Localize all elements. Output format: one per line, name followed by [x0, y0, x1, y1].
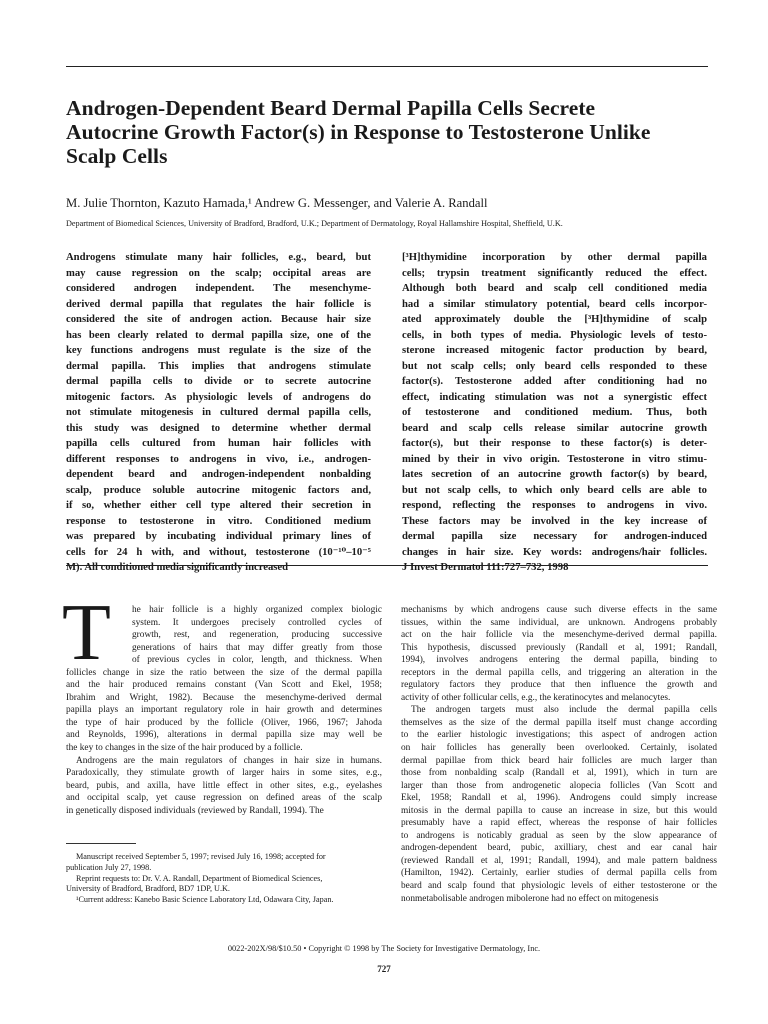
text-line: of previous cycles in color, length, and thickness. When — [132, 655, 382, 666]
text-line: [³H]thymidine incorporation by other dermal papilla — [402, 252, 707, 263]
text-line: regulatory factors they produce that then influence the growth and — [401, 680, 717, 691]
body-right-column — [401, 604, 717, 905]
text-line: generations of hairs that may differ greatly from those — [132, 642, 382, 653]
footnote-rule — [66, 843, 136, 844]
text-line: papilla cells cultured from human hair follicles with — [66, 438, 371, 449]
text-line: larger than those from androgenetic alopecia follicles (Van Scott and — [401, 780, 717, 791]
abstract-left-column — [66, 250, 371, 576]
text-line: mitosis in the dermal papilla to cause an increase in size, but this would — [401, 805, 717, 816]
text-line: follicles change in size the ratio between the size of the dermal papilla — [66, 667, 382, 678]
text-line: the type of hair produced by the follicle (Oliver, 1966, 1967; Jahoda — [66, 717, 382, 728]
text-line: Manuscript received September 5, 1997; revised July 16, 1998; accepted for — [76, 852, 326, 861]
text-line: beard and scalp found that physiologic levels of either testosterone or the — [401, 881, 717, 892]
text-line: activity of other follicular cells, e.g., the keratinocytes and melanocytes. — [401, 692, 671, 703]
text-line: publication July 27, 1998. — [66, 862, 152, 872]
text-line: factor(s), but their response to these factor(s) is deter- — [402, 438, 707, 449]
text-line: had a similar stimulatory potential, beard cells incorpor- — [402, 298, 707, 310]
text-line: presumably have a rapid effect, whereas the response of hair follicles — [401, 818, 717, 829]
text-line: cells; trypsin treatment significantly reduced the effect. — [402, 267, 707, 279]
text-line: key functions androgens must regulate is the size of the — [66, 345, 371, 356]
text-line: Ibrahim and Wright, 1982). Because the mesenchyme-derived dermal — [66, 692, 382, 703]
text-line: University of Bradford, Bradford, BD7 1DP, U.K. — [66, 884, 230, 894]
title-line: Androgen-Dependent Beard Dermal Papilla Cells Secrete — [66, 96, 596, 120]
text-line: effect, indicating stimulation was not a synergistic effect — [402, 391, 707, 403]
text-line: has been clearly related to dermal papilla size, one of the — [66, 329, 371, 341]
affiliations: Department of Biomedical Sciences, University of Bradford, Bradford, U.K.; Department of Dermatology, Royal Hallamshire Hospital, Sheffield, U.K. — [66, 219, 563, 228]
text-line: dermal papilla cells to divide or to secrete autocrine — [66, 376, 371, 387]
text-line: Androgens are the main regulators of changes in hair size in humans. — [76, 755, 382, 766]
text-line: if so, whether either cell type altered their secretion in — [66, 500, 371, 511]
top-rule — [66, 66, 708, 67]
text-line: of testosterone and conditioned medium. Thus, both — [402, 407, 707, 418]
text-line: dermal papillae from thick beard hair follicles are much larger than — [401, 755, 717, 766]
text-line: themselves as the size of the dermal papilla itself must change according — [401, 717, 717, 728]
text-line: the key to changes in the size of the hair produced by a follicle. — [66, 743, 303, 754]
text-line: scalp, produce soluble autocrine mitogenic factors and, — [66, 484, 371, 496]
text-line: in genetically disposed individuals (reviewed by Randall, 1994). The — [66, 805, 324, 816]
text-line: to androgens is noticably gradual as seen by the slow appearance of — [401, 830, 717, 841]
text-line: beard and scalp cells release similar autocrine growth — [402, 422, 707, 434]
text-line: (Hamilton, 1942). Certainly, earlier studies of dermal papilla cells from — [401, 868, 717, 879]
text-line: to the earlier histologic investigations; this aspect of androgen action — [401, 730, 717, 741]
text-line: This hypothesis, discussed previously (Randall et al, 1991; Randall, — [401, 642, 717, 653]
drop-cap: T — [62, 589, 111, 677]
text-line: but not scalp cells; only beard cells responded to these — [402, 360, 707, 372]
text-line: receptors in the dermal papilla cells, and triggering an alteration in the — [401, 667, 717, 678]
text-line: growth, rest, and regeneration, producing successive — [132, 630, 382, 641]
text-line: mechanisms by which androgens cause such diverse effects in the same — [401, 605, 717, 615]
text-line: mined by their in vivo origin. Testosterone in vitro stimu- — [402, 453, 707, 465]
text-line: sterone increased mitogenic factor production by beard, — [402, 345, 707, 356]
text-line: Although both beard and scalp cell conditioned media — [402, 283, 707, 294]
text-line: he hair follicle is a highly organized complex biologic — [132, 605, 382, 615]
article-title — [66, 96, 716, 168]
text-line: was prepared by incubating individual primary lines of — [66, 531, 371, 542]
text-line: 1994), involves androgens entering the dermal papilla, binding to — [401, 655, 717, 666]
author-list: M. Julie Thornton, Kazuto Hamada,¹ Andrew G. Messenger, and Valerie A. Randall — [66, 196, 488, 210]
page-number: 727 — [377, 964, 391, 974]
text-line: lates secretion of an autocrine growth factor(s) by beard, — [402, 469, 707, 480]
text-line: papilla plays an important regulatory role in hair growth and determines — [66, 705, 382, 716]
text-line: The androgen targets must also include the dermal papilla cells — [411, 705, 717, 716]
abstract-divider — [66, 565, 708, 566]
text-line: tissues, within the same individual, are unknown. Androgens probably — [401, 617, 717, 628]
copyright-line: 0022-202X/98/$10.50 • Copyright © 1998 by The Society for Investigative Dermatology, Inc. — [227, 944, 541, 953]
title-line: Autocrine Growth Factor(s) in Response to Testosterone Unlike — [66, 120, 651, 144]
text-line: not stimulate mitogenesis in cultured dermal papilla cells, — [66, 407, 371, 418]
text-line: and occipital scalp, yet cause regression on defined areas of the scalp — [66, 793, 382, 804]
abstract-right-column — [402, 250, 707, 576]
text-line: ated approximately double the [³H]thymidine of scalp — [402, 314, 707, 325]
text-line: derived dermal papilla that regulates the hair follicle is — [66, 298, 371, 310]
text-line: and the hair produced remains constant (Van Scott and Ekel, 1958; — [66, 680, 382, 691]
text-line: Paradoxically, they stimulate growth of larger hairs in some sites, e.g., — [66, 768, 382, 779]
text-line: act on the hair follicle via the mesenchyme-derived dermal papilla. — [401, 630, 717, 641]
text-line: considered androgen independent. The mesenchyme- — [66, 283, 371, 294]
text-line: mitogenic factors. As physiologic levels of androgens do — [66, 391, 371, 403]
text-line: on hair follicles has generally been overlooked. Certainly, isolated — [401, 743, 717, 754]
text-line: (reviewed Randall et al, 1991; Randall, 1994), and male pattern baldness — [401, 855, 717, 866]
text-line: androgen-dependent beard, pubic, axilliary, chest and ear canal hair — [401, 843, 717, 854]
text-line: different responses to androgens in vivo, i.e., androgen- — [66, 453, 371, 465]
text-line: respond, reflecting the responses to androgens in vivo. — [402, 500, 707, 511]
text-line: response to testosterone in vitro. Conditioned medium — [66, 515, 371, 527]
text-line: Reprint requests to: Dr. V. A. Randall, Department of Biomedical Sciences, — [76, 873, 323, 883]
body-left-column — [66, 604, 382, 817]
text-line: cells, in both types of media. Physiologic levels of testo- — [402, 329, 707, 341]
text-line: These factors may be involved in the key increase of — [402, 515, 707, 527]
text-line: J Invest Dermatol 111:727–732, 1998 — [402, 562, 569, 573]
text-line: and Reynolds, 1996), alterations in dermal papilla size may well be — [66, 730, 382, 741]
text-line: considered the site of androgen action. Because hair size — [66, 314, 371, 325]
title-line: Scalp Cells — [66, 144, 168, 168]
text-line: may cause regression on the scalp; occipital areas are — [66, 267, 371, 279]
text-line: nonmetabolisable androgen mibolerone had no effect on mitogenesis — [401, 893, 659, 904]
text-line: dermal papilla size necessary for androgen-induced — [402, 531, 707, 542]
footnotes — [66, 852, 382, 906]
text-line: beard, pubis, and axilla, have little effect in other sites, e.g., eyelashes — [66, 780, 382, 791]
text-line: but not scalp cells, to which only beard cells are able to — [402, 484, 707, 496]
text-line: cells for 24 h with, and without, testosterone (10⁻¹⁰–10⁻⁵ — [66, 546, 371, 558]
text-line: ¹Current address: Kanebo Basic Science Laboratory Ltd, Odawara City, Japan. — [76, 895, 334, 905]
text-line: this study was designed to determine whether dermal — [66, 422, 371, 434]
text-line: system. It undergoes precisely controlled cycles of — [132, 617, 382, 628]
text-line: changes in hair size. Key words: androgens/hair follicles. — [402, 546, 707, 558]
text-line: those from nonbalding scalp (Randall et al, 1991), which in turn are — [401, 768, 717, 779]
text-line: Androgens stimulate many hair follicles, e.g., beard, but — [66, 252, 371, 263]
text-line: factor(s). Testosterone added after conditioning had no — [402, 376, 707, 387]
text-line: dermal papilla. This implies that androgens stimulate — [66, 360, 371, 372]
text-line: Ekel, 1958; Randall et al, 1996). Androgens could simply increase — [401, 793, 717, 804]
text-line: dependent beard and androgen-independent nonbalding — [66, 469, 371, 480]
text-line: M). All conditioned media significantly increased — [66, 562, 289, 573]
